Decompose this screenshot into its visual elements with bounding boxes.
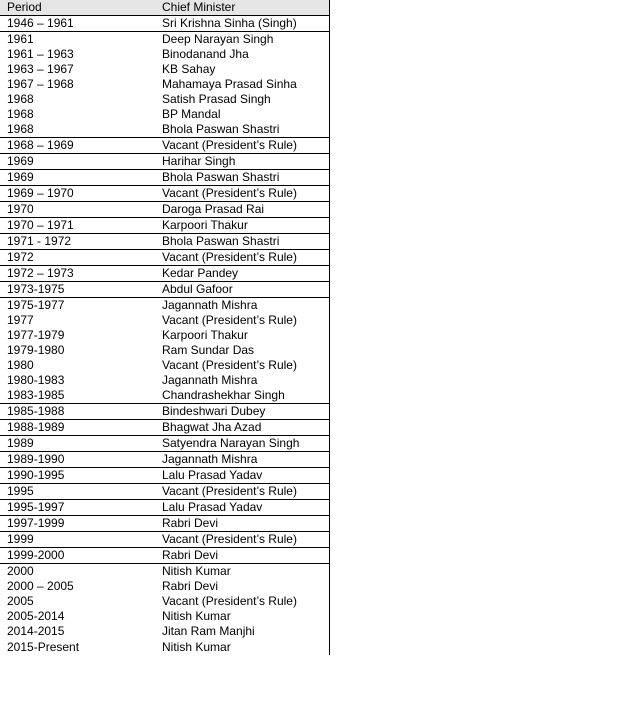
chief-minister-cell: Bhola Paswan Shastri xyxy=(162,122,280,136)
chief-minister-cell: Abdul Gafoor xyxy=(162,282,233,296)
period-cell: 1989-1990 xyxy=(7,452,65,466)
table-row xyxy=(0,579,329,594)
period-cell: 1975-1977 xyxy=(7,298,65,312)
chief-minister-cell: Jagannath Mishra xyxy=(162,373,258,387)
table-row xyxy=(0,639,329,655)
chief-minister-cell: Karpoori Thakur xyxy=(162,328,248,342)
table-row xyxy=(0,77,329,92)
period-cell: 1988-1989 xyxy=(7,420,65,434)
period-cell: 1963 – 1967 xyxy=(7,62,74,76)
table-row xyxy=(0,282,329,298)
table-row xyxy=(0,202,329,218)
table-row xyxy=(0,343,329,358)
chief-minister-column-header: Chief Minister xyxy=(162,0,236,14)
chief-ministers-table xyxy=(0,0,330,655)
chief-minister-cell: Harihar Singh xyxy=(162,154,236,168)
table-body xyxy=(0,16,329,656)
period-cell: 1970 xyxy=(7,202,34,216)
table-row xyxy=(0,250,329,266)
chief-minister-cell: Daroga Prasad Rai xyxy=(162,202,265,216)
chief-minister-cell: Bindeshwari Dubey xyxy=(162,404,266,418)
period-cell: 1999 xyxy=(7,532,34,546)
chief-minister-cell: Vacant (President’s Rule) xyxy=(162,358,297,372)
chief-minister-cell: Bhagwat Jha Azad xyxy=(162,420,262,434)
chief-minister-cell: Satish Prasad Singh xyxy=(162,92,271,106)
period-cell: 1995-1997 xyxy=(7,500,65,514)
table-row xyxy=(0,122,329,138)
chief-minister-cell: Rabri Devi xyxy=(162,579,219,593)
table-row xyxy=(0,388,329,404)
table-row xyxy=(0,564,329,580)
period-cell: 1968 xyxy=(7,122,34,136)
chief-minister-cell: Vacant (President’s Rule) xyxy=(162,532,297,546)
table-row xyxy=(0,218,329,234)
table-row xyxy=(0,328,329,343)
chief-minister-cell: Chandrashekhar Singh xyxy=(162,388,285,402)
period-cell: 1961 xyxy=(7,32,34,46)
table-row xyxy=(0,484,329,500)
period-cell: 2005 xyxy=(7,594,34,608)
table-row xyxy=(0,186,329,202)
period-cell: 2000 – 2005 xyxy=(7,579,74,593)
chief-minister-cell: Mahamaya Prasad Sinha xyxy=(162,77,297,91)
table-row xyxy=(0,170,329,186)
period-cell: 1985-1988 xyxy=(7,404,65,418)
table-row xyxy=(0,358,329,373)
table-header xyxy=(0,0,329,16)
table-row xyxy=(0,436,329,452)
table-row xyxy=(0,624,329,639)
table-row xyxy=(0,532,329,548)
period-cell: 1972 – 1973 xyxy=(7,266,74,280)
chief-minister-cell: Vacant (President’s Rule) xyxy=(162,250,297,264)
table-row xyxy=(0,107,329,122)
table-row xyxy=(0,548,329,564)
chief-minister-cell: Jitan Ram Manjhi xyxy=(162,624,255,638)
chief-minister-cell: Lalu Prasad Yadav xyxy=(162,500,263,514)
period-cell: 1971 - 1972 xyxy=(7,234,72,248)
table-row xyxy=(0,468,329,484)
period-cell: 1946 – 1961 xyxy=(7,16,74,30)
period-cell: 2000 xyxy=(7,564,34,578)
chief-minister-cell: Ram Sundar Das xyxy=(162,343,255,357)
chief-minister-cell: Vacant (President’s Rule) xyxy=(162,138,297,152)
chief-minister-cell: Rabri Devi xyxy=(162,516,219,530)
chief-minister-cell: Deep Narayan Singh xyxy=(162,32,274,46)
period-cell: 2005-2014 xyxy=(7,609,65,623)
chief-minister-cell: Vacant (President’s Rule) xyxy=(162,484,297,498)
table-row xyxy=(0,609,329,624)
period-cell: 1968 xyxy=(7,92,34,106)
table-row xyxy=(0,92,329,107)
period-cell: 1969 – 1970 xyxy=(7,186,74,200)
table-row xyxy=(0,452,329,468)
chief-minister-cell: Sri Krishna Sinha (Singh) xyxy=(162,16,297,30)
period-cell: 1995 xyxy=(7,484,34,498)
period-cell: 1969 xyxy=(7,170,34,184)
period-cell: 1989 xyxy=(7,436,34,450)
chief-minister-cell: Nitish Kumar xyxy=(162,564,231,578)
table-row xyxy=(0,298,329,314)
table-row xyxy=(0,138,329,154)
chief-minister-cell: Jagannath Mishra xyxy=(162,298,258,312)
chief-minister-cell: KB Sahay xyxy=(162,62,216,76)
chief-minister-cell: Bhola Paswan Shastri xyxy=(162,170,280,184)
chief-minister-cell: Bhola Paswan Shastri xyxy=(162,234,280,248)
period-cell: 1967 – 1968 xyxy=(7,77,74,91)
chief-minister-cell: Nitish Kumar xyxy=(162,609,231,623)
period-cell: 1968 – 1969 xyxy=(7,138,74,152)
chief-minister-cell: Nitish Kumar xyxy=(162,639,231,654)
period-cell: 1979-1980 xyxy=(7,343,65,357)
period-cell: 2015-Present xyxy=(7,639,80,654)
table-row xyxy=(0,420,329,436)
table-row xyxy=(0,404,329,420)
table-row xyxy=(0,62,329,77)
chief-minister-cell: Vacant (President’s Rule) xyxy=(162,186,297,200)
period-cell: 1968 xyxy=(7,107,34,121)
period-cell: 1977 xyxy=(7,313,34,327)
chief-minister-cell: Lalu Prasad Yadav xyxy=(162,468,263,482)
chief-minister-cell: Kedar Pandey xyxy=(162,266,239,280)
period-cell: 1970 – 1971 xyxy=(7,218,74,232)
period-cell: 1980-1983 xyxy=(7,373,65,387)
table-row xyxy=(0,594,329,609)
period-cell: 1980 xyxy=(7,358,34,372)
table-row xyxy=(0,16,329,32)
table-row xyxy=(0,500,329,516)
table-row xyxy=(0,234,329,250)
chief-minister-cell: Jagannath Mishra xyxy=(162,452,258,466)
table-row xyxy=(0,266,329,282)
period-cell: 2014-2015 xyxy=(7,624,65,638)
table-row xyxy=(0,516,329,532)
chief-minister-cell: Rabri Devi xyxy=(162,548,219,562)
period-cell: 1999-2000 xyxy=(7,548,65,562)
period-cell: 1973-1975 xyxy=(7,282,65,296)
table-row xyxy=(0,154,329,170)
chief-minister-cell: Satyendra Narayan Singh xyxy=(162,436,300,450)
chief-minister-cell: Karpoori Thakur xyxy=(162,218,248,232)
period-cell: 1969 xyxy=(7,154,34,168)
header-row xyxy=(0,0,329,16)
period-cell: 1961 – 1963 xyxy=(7,47,74,61)
chief-minister-cell: Vacant (President’s Rule) xyxy=(162,313,297,327)
period-cell: 1997-1999 xyxy=(7,516,65,530)
period-cell: 1990-1995 xyxy=(7,468,65,482)
table-row xyxy=(0,373,329,388)
table-row xyxy=(0,313,329,328)
chief-minister-cell: Vacant (President’s Rule) xyxy=(162,594,297,608)
table-row xyxy=(0,47,329,62)
table-row xyxy=(0,32,329,48)
period-cell: 1972 xyxy=(7,250,34,264)
period-cell: 1977-1979 xyxy=(7,328,65,342)
chief-minister-cell: BP Mandal xyxy=(162,107,221,121)
period-column-header: Period xyxy=(7,0,42,14)
period-cell: 1983-1985 xyxy=(7,388,65,402)
chief-minister-cell: Binodanand Jha xyxy=(162,47,249,61)
